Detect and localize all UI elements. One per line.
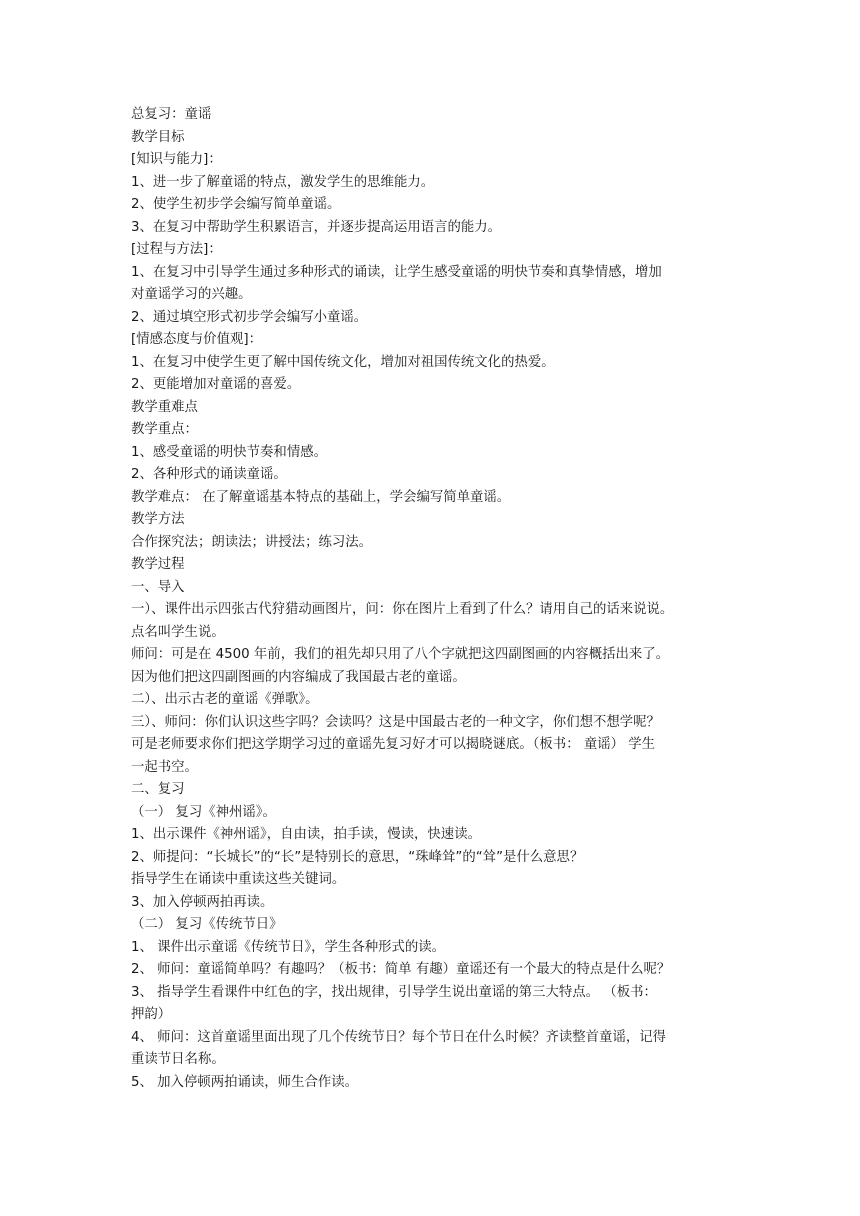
text-line: 教学难点： 在了解童谣基本特点的基础上，学会编写简单童谣。 (131, 489, 511, 505)
text-line: 2、师提问：“长城长”的“长”是特别长的意思，“珠峰耸”的“耸”是什么意思？ (131, 849, 584, 865)
text-line: 3、加入停顿两拍再读。 (131, 894, 274, 910)
text-line: 点名叫学生说。 (131, 624, 225, 640)
text-line: 师问：可是在 4500 年前，我们的祖先却只用了八个字就把这四副图画的内容概括出来了。 (131, 647, 670, 662)
subsection-heading: 二、复习 (131, 782, 185, 797)
subsection-heading: 教学重点： (131, 422, 198, 437)
text-line: 2、使学生初步学会编写简单童谣。 (131, 197, 341, 212)
text-line: 1、感受童谣的明快节奏和情感。 (131, 444, 327, 460)
text-line: 一起书空。 (131, 759, 198, 775)
document-body (131, 104, 741, 1094)
section-heading: 教学方法 (131, 512, 185, 527)
text-line: 1、在复习中使学生更了解中国传统文化，增加对祖国传统文化的热爱。 (131, 354, 555, 370)
text-line: （二） 复习《传统节日》 (131, 917, 283, 932)
doc-title: 总复习：童谣 (131, 107, 212, 122)
subsection-heading: 一、导入 (131, 579, 185, 595)
text-line: 一）、课件出示四张古代狩猎动画图片，问：你在图片上看到了什么？请用自己的话来说说。 (131, 602, 674, 617)
text-line: 1、 课件出示童谣《传统节日》，学生各种形式的读。 (131, 939, 446, 955)
text-line: 因为他们把这四副图画的内容编成了我国最古老的童谣。 (131, 669, 466, 685)
text-line: 5、 加入停顿两拍诵读，师生合作读。 (131, 1074, 359, 1090)
text-line: 二）、出示古老的童谣《弹歌》。 (131, 692, 319, 707)
section-heading: 教学重难点 (131, 399, 198, 415)
text-line: 1、进一步了解童谣的特点，激发学生的思维能力。 (131, 174, 435, 190)
text-line: 重读节日名称。 (131, 1052, 225, 1067)
subsection-heading: [过程与方法]： (131, 242, 222, 257)
section-heading: 教学目标 (131, 129, 185, 145)
text-line: （一） 复习《神州谣》。 (131, 804, 276, 820)
text-line: 3、 指导学生看课件中红色的字，找出规律，引导学生说出童谣的第三大特点。 （板书： (131, 984, 657, 1000)
text-line: 3、在复习中帮助学生积累语言，并逐步提高运用语言的能力。 (131, 219, 502, 235)
text-line: 1、在复习中引导学生通过多种形式的诵读，让学生感受童谣的明快节奏和真挚情感，增加 (131, 264, 662, 280)
text-line: 2、更能增加对童谣的喜爱。 (131, 377, 301, 392)
text-line: 三）、师问：你们认识这些字吗？会读吗？这是中国最古老的一种文字，你们想不想学呢？ (131, 714, 660, 730)
text-line: 合作探究法；朗读法；讲授法；练习法。 (131, 534, 373, 550)
text-line: 2、 师问：童谣简单吗？有趣吗？（板书：简单 有趣）童谣还有一个最大的特点是什么呢？ (131, 962, 671, 977)
text-line: 2、通过填空形式初步学会编写小童谣。 (131, 309, 368, 325)
subsection-heading: [情感态度与价值观]： (131, 332, 262, 347)
text-line: 4、 师问：这首童谣里面出现了几个传统节日？每个节日在什么时候？齐读整首童谣，记得 (131, 1029, 667, 1045)
text-line: 1、出示课件《神州谣》，自由读，拍手读，慢读，快速读。 (131, 827, 481, 842)
text-line: 指导学生在诵读中重读这些关键词。 (131, 872, 346, 887)
text-line: 可是老师要求你们把这学期学习过的童谣先复习好才可以揭晓谜底。（板书： 童谣） 学生 (131, 737, 656, 752)
text-line: 对童谣学习的兴趣。 (131, 287, 252, 302)
section-heading: 教学过程 (131, 557, 185, 572)
text-line: 2、各种形式的诵读童谣。 (131, 467, 287, 482)
text-line: 押韵） (131, 1007, 172, 1022)
subsection-heading: [知识与能力]： (131, 152, 222, 167)
